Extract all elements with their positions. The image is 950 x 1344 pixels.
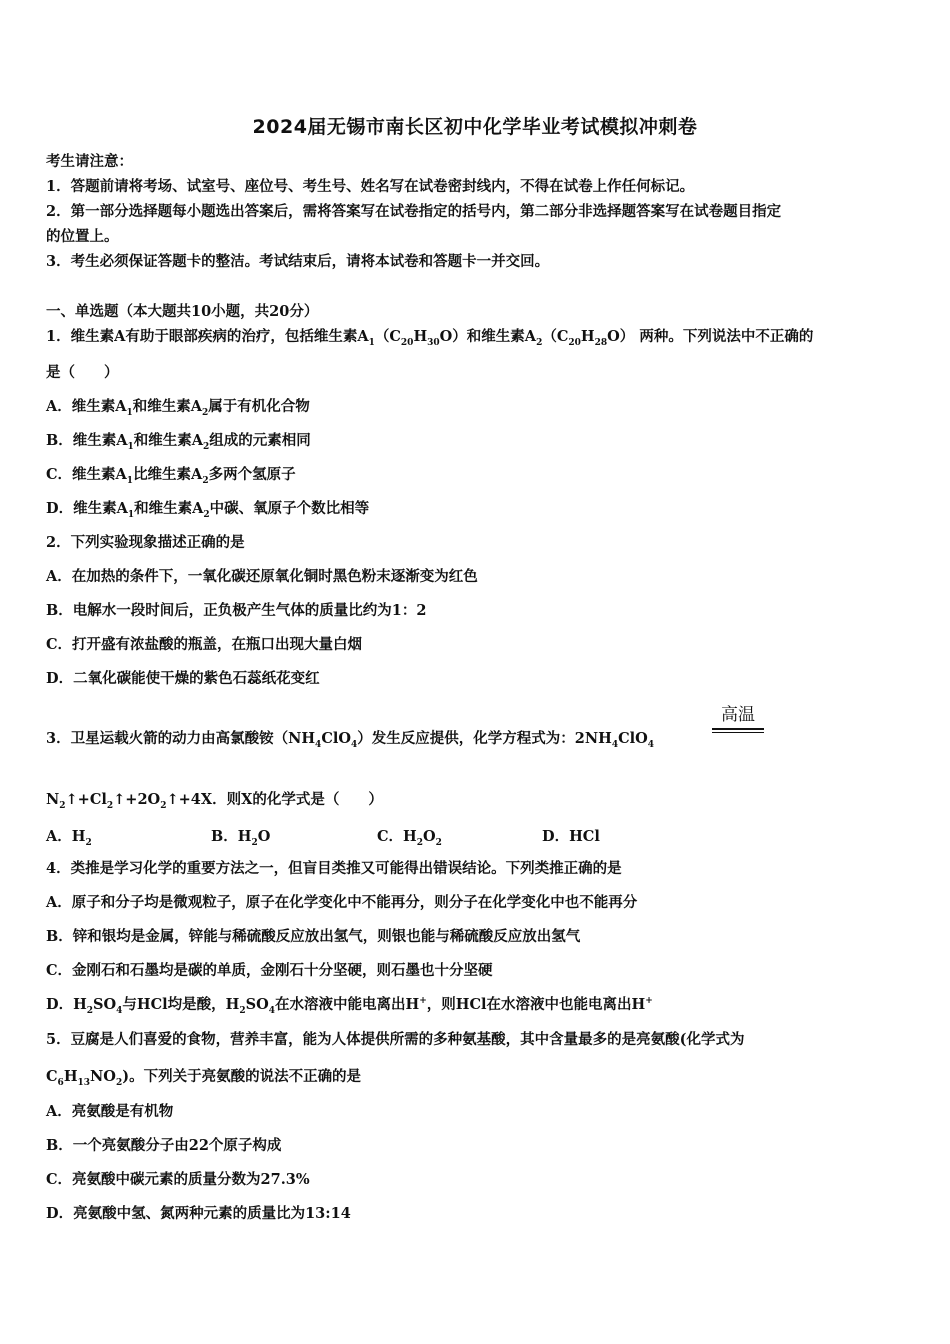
q2-option-c: C．打开盛有浓盐酸的瓶盖，在瓶口出现大量白烟 — [46, 636, 363, 653]
reaction-condition — [712, 700, 764, 733]
condition-label: 高温 — [721, 705, 755, 725]
q3-option-d: D．HCl — [542, 828, 600, 845]
q2-option-a: A．在加热的条件下，一氧化碳还原氧化铜时黑色粉末逐渐变为红色 — [46, 568, 478, 585]
q3-products: $N_2↑+Cl_2↑+2O_2↑+4X$．则X的化学式是（ ） — [46, 791, 383, 811]
q1-option-b: B．维生素$A_1$和维生素$A_2$组成的元素相同 — [46, 432, 311, 452]
notice-heading: 考生请注意： — [46, 153, 133, 170]
q1-option-a: A．维生素$A_1$和维生素$A_2$属于有机化合物 — [46, 398, 310, 418]
page-title: 2024届无锡市南长区初中化学毕业考试模拟冲刺卷 — [252, 116, 698, 138]
q1-stem-cont: 是（ ） — [46, 364, 119, 381]
q2-option-d: D．二氧化碳能使干燥的紫色石蕊纸花变红 — [46, 670, 320, 687]
q3-option-c: C．$H_2O_2$ — [377, 828, 442, 848]
q1-option-c: C．维生素$A_1$比维生素$A_2$多两个氢原子 — [46, 466, 296, 486]
notice-item-2: 2．第一部分选择题每小题选出答案后，需将答案写在试卷指定的括号内，第二部分非选择题答案写在试卷题目指定 — [46, 203, 782, 220]
q4-option-d: D．$H_2SO_4$与HCl均是酸，$H_2SO_4$在水溶液中能电离出H+，则HCl在水溶液中也能电离出H+ — [46, 996, 653, 1016]
equals-bar-top — [712, 728, 764, 730]
notice-item-3: 3．考生必须保证答题卡的整洁。考试结束后，请将本试卷和答题卡一并交回。 — [46, 253, 550, 270]
q1-stem: 1．维生素A有助于眼部疾病的治疗，包括维生素$A_1(C_{20}H_{30}O)$和维生素$A_2(C_{20}H_{28}O)$ 两种。下列说法中不正确的 — [46, 328, 814, 348]
q5-option-a: A．亮氨酸是有机物 — [46, 1103, 174, 1120]
notice-item-2-cont: 的位置上。 — [46, 228, 119, 245]
q5-option-d: D．亮氨酸中氢、氮两种元素的质量比为13:14 — [46, 1205, 351, 1222]
q3-option-b: B．$H_2O$ — [211, 828, 271, 848]
q4-stem: 4．类推是学习化学的重要方法之一，但盲目类推又可能得出错误结论。下列类推正确的是 — [46, 860, 622, 877]
q1-option-d: D．维生素$A_1$和维生素$A_2$中碳、氧原子个数比相等 — [46, 500, 370, 520]
q5-stem-cont: $C_6H_{13}NO_2$)。下列关于亮氨酸的说法不正确的是 — [46, 1068, 362, 1088]
q4-option-a: A．原子和分子均是微观粒子，原子在化学变化中不能再分，则分子在化学变化中也不能再分 — [46, 894, 638, 911]
q5-stem: 5．豆腐是人们喜爱的食物，营养丰富，能为人体提供所需的多种氨基酸，其中含量最多的是亮氨酸(化学式为 — [46, 1031, 745, 1048]
q3-stem: 3．卫星运载火箭的动力由高氯酸铵$(NH_4ClO_4)$发生反应提供，化学方程式为：$2NH_4ClO_4$ — [46, 730, 655, 750]
q3-option-a: A．$H_2$ — [46, 828, 92, 848]
q4-option-b: B．锌和银均是金属，锌能与稀硫酸反应放出氢气，则银也能与稀硫酸反应放出氢气 — [46, 928, 581, 945]
notice-item-1: 1．答题前请将考场、试室号、座位号、考生号、姓名写在试卷密封线内，不得在试卷上作任何标记。 — [46, 178, 695, 195]
q2-stem: 2．下列实验现象描述正确的是 — [46, 534, 245, 551]
q5-option-b: B．一个亮氨酸分子由22个原子构成 — [46, 1137, 282, 1154]
q2-option-b: B．电解水一段时间后，正负极产生气体的质量比约为1：2 — [46, 602, 427, 619]
q4-option-c: C．金刚石和石墨均是碳的单质，金刚石十分坚硬，则石墨也十分坚硬 — [46, 962, 493, 979]
section-heading: 一、单选题（本大题共10小题，共20分） — [46, 303, 319, 320]
q5-option-c: C．亮氨酸中碳元素的质量分数为27.3% — [46, 1171, 310, 1188]
equals-bar-bottom — [712, 732, 764, 734]
